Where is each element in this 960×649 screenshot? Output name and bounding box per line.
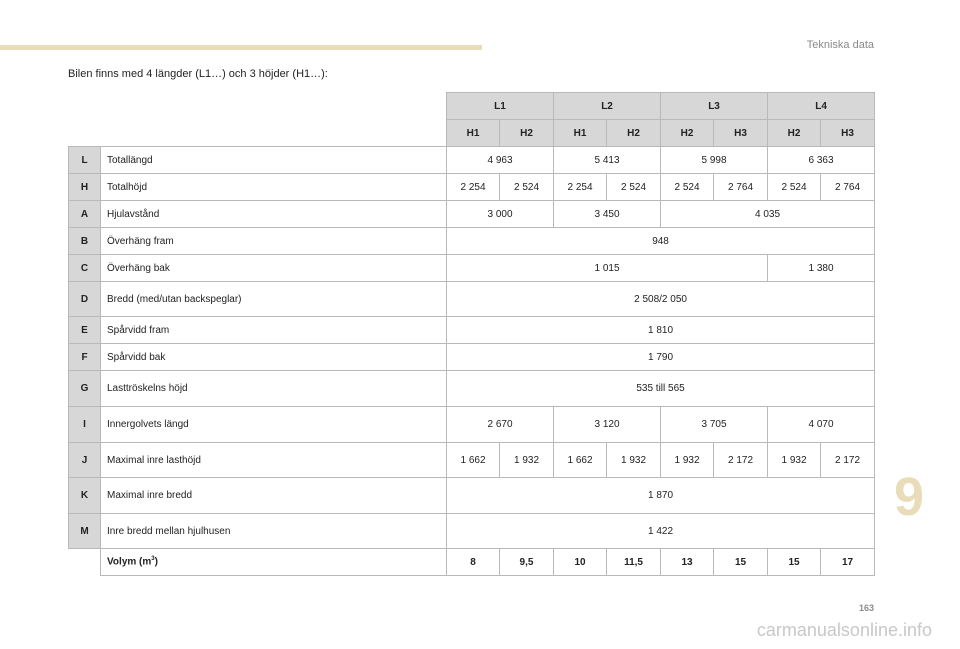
table-row (69, 317, 875, 344)
row-label: Överhäng fram (101, 228, 447, 255)
value-cell: 4 963 (447, 147, 554, 174)
height-header: H2 (661, 120, 714, 147)
value-cell: 1 810 (447, 317, 875, 344)
value-cell: 535 till 565 (447, 371, 875, 407)
value-cell: 3 705 (661, 407, 768, 443)
value-cell: 4 035 (661, 201, 875, 228)
row-code: F (69, 344, 101, 371)
row-label: Totalhöjd (101, 174, 447, 201)
length-header-row (69, 93, 875, 120)
row-label: Innergolvets längd (101, 407, 447, 443)
row-code: A (69, 201, 101, 228)
value-cell: 1 015 (447, 255, 768, 282)
row-code: C (69, 255, 101, 282)
value-cell: 3 450 (554, 201, 661, 228)
value-cell: 1 422 (447, 514, 875, 549)
length-header: L2 (554, 93, 661, 120)
height-header: H1 (447, 120, 500, 147)
table-row (69, 407, 875, 443)
table-row (69, 228, 875, 255)
intro-text: Bilen finns med 4 längder (L1…) och 3 höjder (H1…): (68, 68, 328, 80)
table-row (69, 344, 875, 371)
volume-value: 10 (554, 549, 607, 576)
height-header: H2 (500, 120, 554, 147)
volume-value: 13 (661, 549, 714, 576)
volume-value: 11,5 (607, 549, 661, 576)
row-code: I (69, 407, 101, 443)
value-cell: 3 120 (554, 407, 661, 443)
table-row (69, 255, 875, 282)
value-cell: 2 172 (821, 443, 875, 478)
row-label: Totallängd (101, 147, 447, 174)
chapter-number: 9 (893, 467, 924, 527)
row-code: L (69, 147, 101, 174)
volume-value: 9,5 (500, 549, 554, 576)
row-label: Maximal inre lasthöjd (101, 443, 447, 478)
volume-value: 15 (714, 549, 768, 576)
section-accent-bar (0, 45, 482, 50)
row-code: B (69, 228, 101, 255)
row-label: Maximal inre bredd (101, 478, 447, 514)
value-cell: 1 870 (447, 478, 875, 514)
table-row (69, 443, 875, 478)
table-body (69, 147, 875, 549)
row-code: G (69, 371, 101, 407)
watermark: carmanualsonline.info (756, 620, 932, 640)
value-cell: 948 (447, 228, 875, 255)
value-cell: 2 254 (447, 174, 500, 201)
table-row (69, 478, 875, 514)
row-label: Överhäng bak (101, 255, 447, 282)
value-cell: 2 524 (661, 174, 714, 201)
value-cell: 2 172 (714, 443, 768, 478)
row-label: Hjulavstånd (101, 201, 447, 228)
row-code: M (69, 514, 101, 549)
height-header-row (69, 120, 875, 147)
volume-label: Volym $(m^3)$ (101, 549, 447, 576)
value-cell: 1 932 (768, 443, 821, 478)
value-cell: 1 932 (500, 443, 554, 478)
value-cell: 1 662 (554, 443, 607, 478)
value-cell: 2 670 (447, 407, 554, 443)
section-title: Tekniska data (806, 39, 874, 51)
value-cell: 4 070 (768, 407, 875, 443)
table-row (69, 147, 875, 174)
length-header: L1 (447, 93, 554, 120)
value-cell: 2 524 (500, 174, 554, 201)
height-header: H1 (554, 120, 607, 147)
value-cell: 2 764 (714, 174, 768, 201)
row-label: Spårvidd fram (101, 317, 447, 344)
row-code: K (69, 478, 101, 514)
table-row (69, 371, 875, 407)
value-cell: 2 254 (554, 174, 607, 201)
volume-value: 17 (821, 549, 875, 576)
dimensions-table (68, 92, 875, 576)
value-cell: 2 764 (821, 174, 875, 201)
height-header: H3 (821, 120, 875, 147)
value-cell: 1 380 (768, 255, 875, 282)
volume-row (69, 549, 875, 576)
height-header: H2 (768, 120, 821, 147)
length-header: L3 (661, 93, 768, 120)
height-header: H2 (607, 120, 661, 147)
value-cell: 1 662 (447, 443, 500, 478)
row-code: E (69, 317, 101, 344)
table-row (69, 514, 875, 549)
value-cell: 1 790 (447, 344, 875, 371)
row-code: D (69, 282, 101, 317)
height-header: H3 (714, 120, 768, 147)
value-cell: 6 363 (768, 147, 875, 174)
volume-value: 15 (768, 549, 821, 576)
row-code: J (69, 443, 101, 478)
table-row (69, 282, 875, 317)
value-cell: 5 998 (661, 147, 768, 174)
value-cell: 5 413 (554, 147, 661, 174)
value-cell: 2 508/2 050 (447, 282, 875, 317)
row-label: Lasttröskelns höjd (101, 371, 447, 407)
row-label: Inre bredd mellan hjulhusen (101, 514, 447, 549)
length-header: L4 (768, 93, 875, 120)
value-cell: 1 932 (661, 443, 714, 478)
row-label: Bredd (med/utan backspeglar) (101, 282, 447, 317)
value-cell: 2 524 (768, 174, 821, 201)
value-cell: 1 932 (607, 443, 661, 478)
table-row (69, 174, 875, 201)
page-number: 163 (858, 603, 874, 613)
row-label: Spårvidd bak (101, 344, 447, 371)
value-cell: 2 524 (607, 174, 661, 201)
volume-value: 8 (447, 549, 500, 576)
table-row (69, 201, 875, 228)
value-cell: 3 000 (447, 201, 554, 228)
row-code: H (69, 174, 101, 201)
